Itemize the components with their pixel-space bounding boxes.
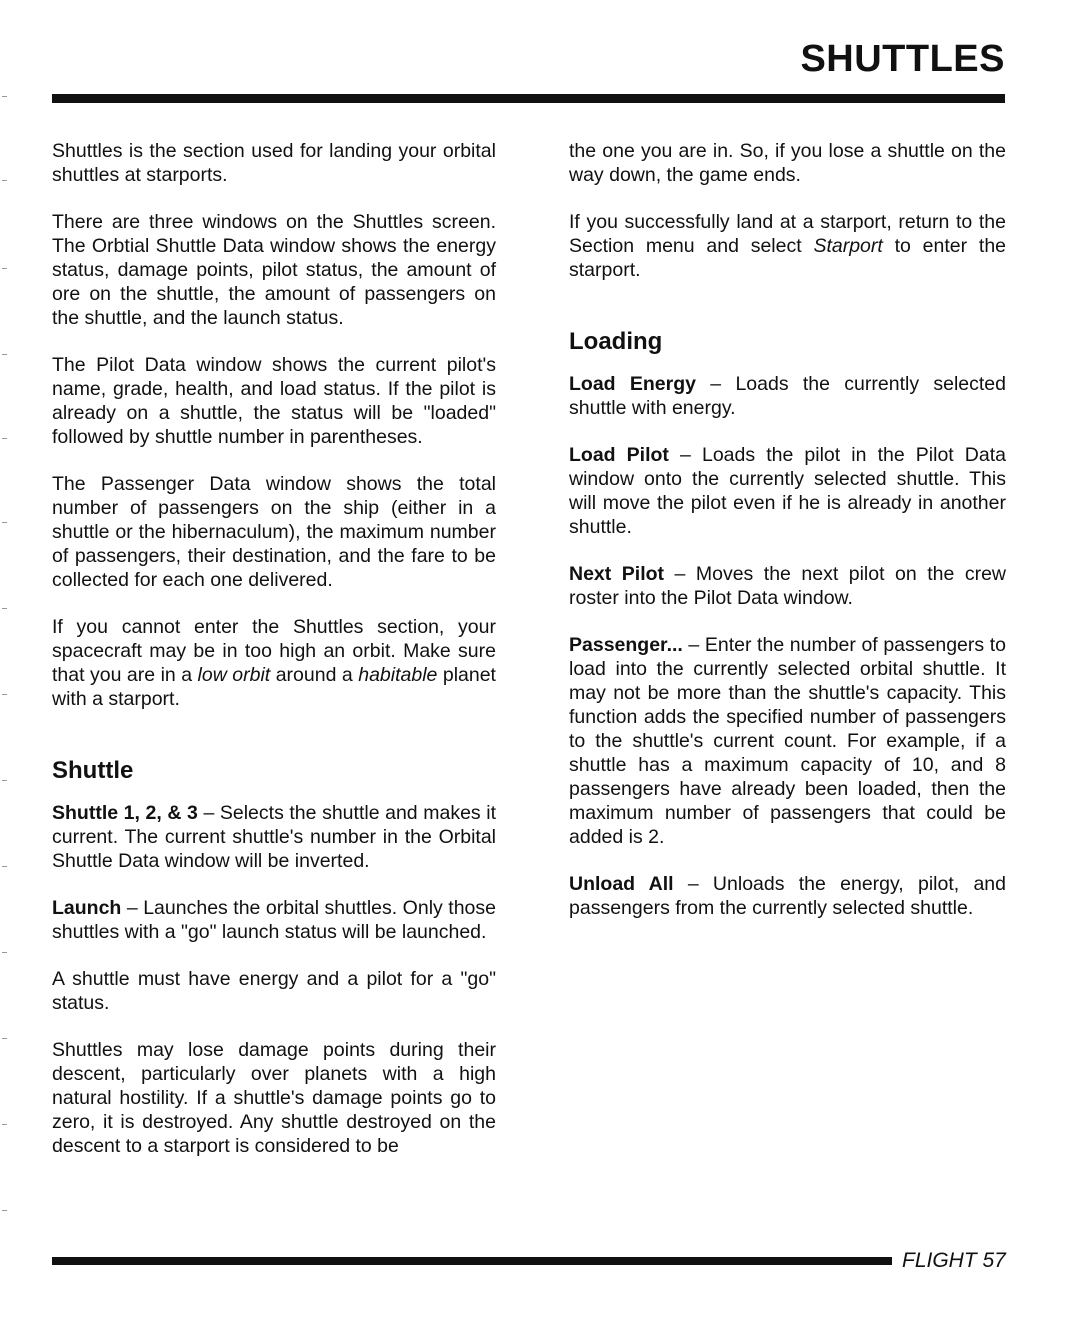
launch-entry: Launch – Launches the orbital shuttles. Only those shuttles with a "go" launch status will be launched. <box>52 897 496 943</box>
next-pilot-entry: Next Pilot – Moves the next pilot on the crew roster into the Pilot Data window. <box>569 563 1006 609</box>
damage-paragraph: Shuttles may lose damage points during their descent, particularly over planets with a high natural hostility. If a shuttle's damage points go to zero, it is destroyed. Any shuttle destroyed on the descent to a starport is considered to be <box>52 1039 496 1157</box>
margin-mark <box>2 438 7 439</box>
margin-mark <box>2 1210 7 1211</box>
footer-rule <box>52 1257 892 1265</box>
shuttle-select-entry: Shuttle 1, 2, & 3 – Selects the shuttle and makes it current. The current shuttle's number in the Orbital Shuttle Data window will be inverted. <box>52 802 496 872</box>
load-energy-entry: Load Energy – Loads the currently selected shuttle with energy. <box>569 373 1007 419</box>
lose-shuttle-paragraph: the one you are in. So, if you lose a shuttle on the way down, the game ends. <box>569 140 1006 186</box>
margin-mark <box>2 866 7 867</box>
margin-mark <box>2 96 7 97</box>
margin-mark <box>2 180 7 181</box>
habitable-emphasis: habitable <box>358 664 438 686</box>
load-energy-term: Load Energy <box>569 373 696 395</box>
passenger-data-paragraph: The Passenger Data window shows the total number of passengers on the ship (either in a shuttle or the hibernaculum), the maximum number of passengers, their destination, and the fare to be collected for each one delivered. <box>52 473 496 591</box>
passenger-term: Passenger... <box>569 634 683 656</box>
windows-paragraph: There are three windows on the Shuttles screen. The Orbtial Shuttle Data window shows the energy status, damage points, pilot status, the amount of ore on the shuttle, the amount of passengers on the shuttle, and the launch status. <box>52 211 496 329</box>
margin-mark <box>2 780 7 781</box>
margin-mark <box>2 522 7 523</box>
orbit-paragraph: If you cannot enter the Shuttles section, your spacecraft may be in too high an orbit. Make sure that you are in a low orbit around a habitable planet with a starport. <box>52 616 496 710</box>
pilot-data-paragraph: The Pilot Data window shows the current pilot's name, grade, health, and load status. If the pilot is already on a shuttle, the status will be "loaded" followed by shuttle number in parentheses. <box>52 354 496 448</box>
margin-mark <box>2 1038 7 1039</box>
page-footer: FLIGHT 57 <box>902 1249 1006 1272</box>
starport-paragraph: If you successfully land at a starport, return to the Section menu and select Starport to enter the starport. <box>569 211 1007 281</box>
margin-mark <box>2 268 7 269</box>
shuttle-heading: Shuttle <box>52 757 134 784</box>
margin-mark <box>2 354 7 355</box>
page-title: SHUTTLES <box>800 38 1005 80</box>
margin-mark <box>2 1124 7 1125</box>
starport-emphasis: Starport <box>813 235 883 257</box>
shuttle-select-term: Shuttle 1, 2, & 3 <box>52 802 198 824</box>
right-column <box>569 139 1006 943</box>
load-pilot-entry: Load Pilot – Loads the pilot in the Pilot Data window onto the currently selected shuttle. This will move the pilot even if he is already in another shuttle. <box>569 444 1007 538</box>
loading-heading: Loading <box>569 328 663 355</box>
margin-mark <box>2 952 7 953</box>
low-orbit-emphasis: low orbit <box>197 664 271 686</box>
unload-all-term: Unload All <box>569 873 674 895</box>
header-rule <box>52 94 1005 103</box>
launch-term: Launch <box>52 897 122 919</box>
margin-mark <box>2 608 7 609</box>
go-status-paragraph: A shuttle must have energy and a pilot for a "go" status. <box>52 968 496 1014</box>
load-pilot-term: Load Pilot <box>569 444 669 466</box>
unload-all-entry: Unload All – Unloads the energy, pilot, and passengers from the currently selected shuttle. <box>569 873 1006 919</box>
passenger-entry: Passenger... – Enter the number of passengers to load into the currently selected orbital shuttle. It may not be more than the shuttle's capacity. This function adds the specified number of passengers to the shuttle's current count. For example, if a shuttle has a maximum capacity of 10, and 8 passengers have already been loaded, then the maximum number of passengers that could be added is 2. <box>569 634 1006 848</box>
left-column <box>52 139 496 1181</box>
next-pilot-term: Next Pilot <box>569 563 665 585</box>
margin-mark <box>2 694 7 695</box>
intro-paragraph: Shuttles is the section used for landing your orbital shuttles at starports. <box>52 140 496 186</box>
